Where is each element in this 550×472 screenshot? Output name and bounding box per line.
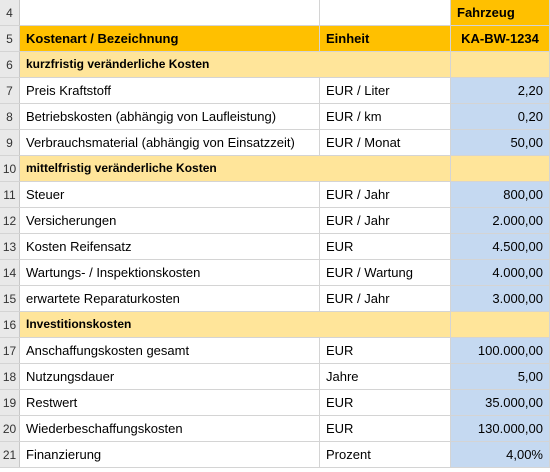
table-row bbox=[0, 390, 550, 416]
value-cell[interactable]: 4.000,00 bbox=[451, 260, 550, 285]
row-number[interactable]: 6 bbox=[0, 52, 20, 77]
header-plate[interactable]: KA-BW-1234 bbox=[451, 26, 550, 51]
cost-label-cell[interactable]: Restwert bbox=[20, 390, 320, 415]
table-row bbox=[0, 260, 550, 286]
unit-cell[interactable]: EUR / Jahr bbox=[320, 182, 451, 207]
table-row bbox=[0, 52, 550, 78]
value-cell[interactable]: 800,00 bbox=[451, 182, 550, 207]
cost-label-cell[interactable]: Versicherungen bbox=[20, 208, 320, 233]
unit-cell[interactable]: EUR / km bbox=[320, 104, 451, 129]
group-label-cell[interactable]: mittelfristig veränderliche Kosten bbox=[20, 156, 320, 181]
value-cell[interactable]: 2,20 bbox=[451, 78, 550, 103]
unit-cell[interactable]: EUR bbox=[320, 234, 451, 259]
table-row bbox=[0, 104, 550, 130]
group-empty-cell[interactable] bbox=[451, 312, 550, 337]
table-row bbox=[0, 130, 550, 156]
cost-label-cell[interactable]: Anschaffungskosten gesamt bbox=[20, 338, 320, 363]
header-unit[interactable]: Einheit bbox=[320, 26, 451, 51]
group-empty-cell[interactable] bbox=[320, 156, 451, 181]
cost-label-cell[interactable]: Steuer bbox=[20, 182, 320, 207]
empty-cell[interactable] bbox=[20, 0, 320, 25]
unit-cell[interactable]: Prozent bbox=[320, 442, 451, 467]
row-number[interactable]: 15 bbox=[0, 286, 20, 311]
row-number[interactable]: 20 bbox=[0, 416, 20, 441]
unit-cell[interactable]: EUR bbox=[320, 338, 451, 363]
value-cell[interactable]: 100.000,00 bbox=[451, 338, 550, 363]
table-row bbox=[0, 442, 550, 468]
row-number[interactable]: 16 bbox=[0, 312, 20, 337]
cost-label-cell[interactable]: erwartete Reparaturkosten bbox=[20, 286, 320, 311]
row-number[interactable]: 10 bbox=[0, 156, 20, 181]
row-number[interactable]: 11 bbox=[0, 182, 20, 207]
row-number[interactable]: 14 bbox=[0, 260, 20, 285]
row-number[interactable]: 17 bbox=[0, 338, 20, 363]
cost-label-cell[interactable]: Verbrauchsmaterial (abhängig von Einsatzzeit) bbox=[20, 130, 320, 155]
unit-cell[interactable]: EUR / Jahr bbox=[320, 286, 451, 311]
cost-label-cell[interactable]: Nutzungsdauer bbox=[20, 364, 320, 389]
table-row bbox=[0, 26, 550, 52]
table-row bbox=[0, 286, 550, 312]
value-cell[interactable]: 4.500,00 bbox=[451, 234, 550, 259]
unit-cell[interactable]: EUR bbox=[320, 416, 451, 441]
unit-cell[interactable]: EUR / Jahr bbox=[320, 208, 451, 233]
table-row bbox=[0, 416, 550, 442]
group-label-cell[interactable]: Investitionskosten bbox=[20, 312, 320, 337]
cost-label-cell[interactable]: Wiederbeschaffungskosten bbox=[20, 416, 320, 441]
table-row bbox=[0, 78, 550, 104]
row-number[interactable]: 7 bbox=[0, 78, 20, 103]
value-cell[interactable]: 0,20 bbox=[451, 104, 550, 129]
value-cell[interactable]: 50,00 bbox=[451, 130, 550, 155]
value-cell[interactable]: 3.000,00 bbox=[451, 286, 550, 311]
cost-label-cell[interactable]: Kosten Reifensatz bbox=[20, 234, 320, 259]
table-row bbox=[0, 364, 550, 390]
row-number[interactable]: 13 bbox=[0, 234, 20, 259]
group-empty-cell[interactable] bbox=[320, 52, 451, 77]
value-cell[interactable]: 5,00 bbox=[451, 364, 550, 389]
table-row bbox=[0, 338, 550, 364]
value-cell[interactable]: 130.000,00 bbox=[451, 416, 550, 441]
table-row bbox=[0, 182, 550, 208]
unit-cell[interactable]: EUR bbox=[320, 390, 451, 415]
value-cell[interactable]: 35.000,00 bbox=[451, 390, 550, 415]
group-empty-cell[interactable] bbox=[451, 156, 550, 181]
table-row bbox=[0, 234, 550, 260]
table-row bbox=[0, 208, 550, 234]
row-number[interactable]: 9 bbox=[0, 130, 20, 155]
row-number[interactable]: 4 bbox=[0, 0, 20, 25]
empty-cell[interactable] bbox=[320, 0, 451, 25]
value-cell[interactable]: 2.000,00 bbox=[451, 208, 550, 233]
row-number[interactable]: 12 bbox=[0, 208, 20, 233]
row-number[interactable]: 5 bbox=[0, 26, 20, 51]
row-number[interactable]: 18 bbox=[0, 364, 20, 389]
unit-cell[interactable]: Jahre bbox=[320, 364, 451, 389]
cost-label-cell[interactable]: Betriebskosten (abhängig von Laufleistung) bbox=[20, 104, 320, 129]
cost-label-cell[interactable]: Wartungs- / Inspektionskosten bbox=[20, 260, 320, 285]
group-label-cell[interactable]: kurzfristig veränderliche Kosten bbox=[20, 52, 320, 77]
value-cell[interactable]: 4,00% bbox=[451, 442, 550, 467]
cost-label-cell[interactable]: Finanzierung bbox=[20, 442, 320, 467]
unit-cell[interactable]: EUR / Monat bbox=[320, 130, 451, 155]
table-row bbox=[0, 156, 550, 182]
row-number[interactable]: 19 bbox=[0, 390, 20, 415]
header-cost-type[interactable]: Kostenart / Bezeichnung bbox=[20, 26, 320, 51]
vehicle-label-cell[interactable]: Fahrzeug bbox=[451, 0, 550, 25]
row-number[interactable]: 21 bbox=[0, 442, 20, 467]
table-row bbox=[0, 312, 550, 338]
group-empty-cell[interactable] bbox=[451, 52, 550, 77]
row-number[interactable]: 8 bbox=[0, 104, 20, 129]
unit-cell[interactable]: EUR / Liter bbox=[320, 78, 451, 103]
group-empty-cell[interactable] bbox=[320, 312, 451, 337]
cost-label-cell[interactable]: Preis Kraftstoff bbox=[20, 78, 320, 103]
unit-cell[interactable]: EUR / Wartung bbox=[320, 260, 451, 285]
table-row bbox=[0, 0, 550, 26]
